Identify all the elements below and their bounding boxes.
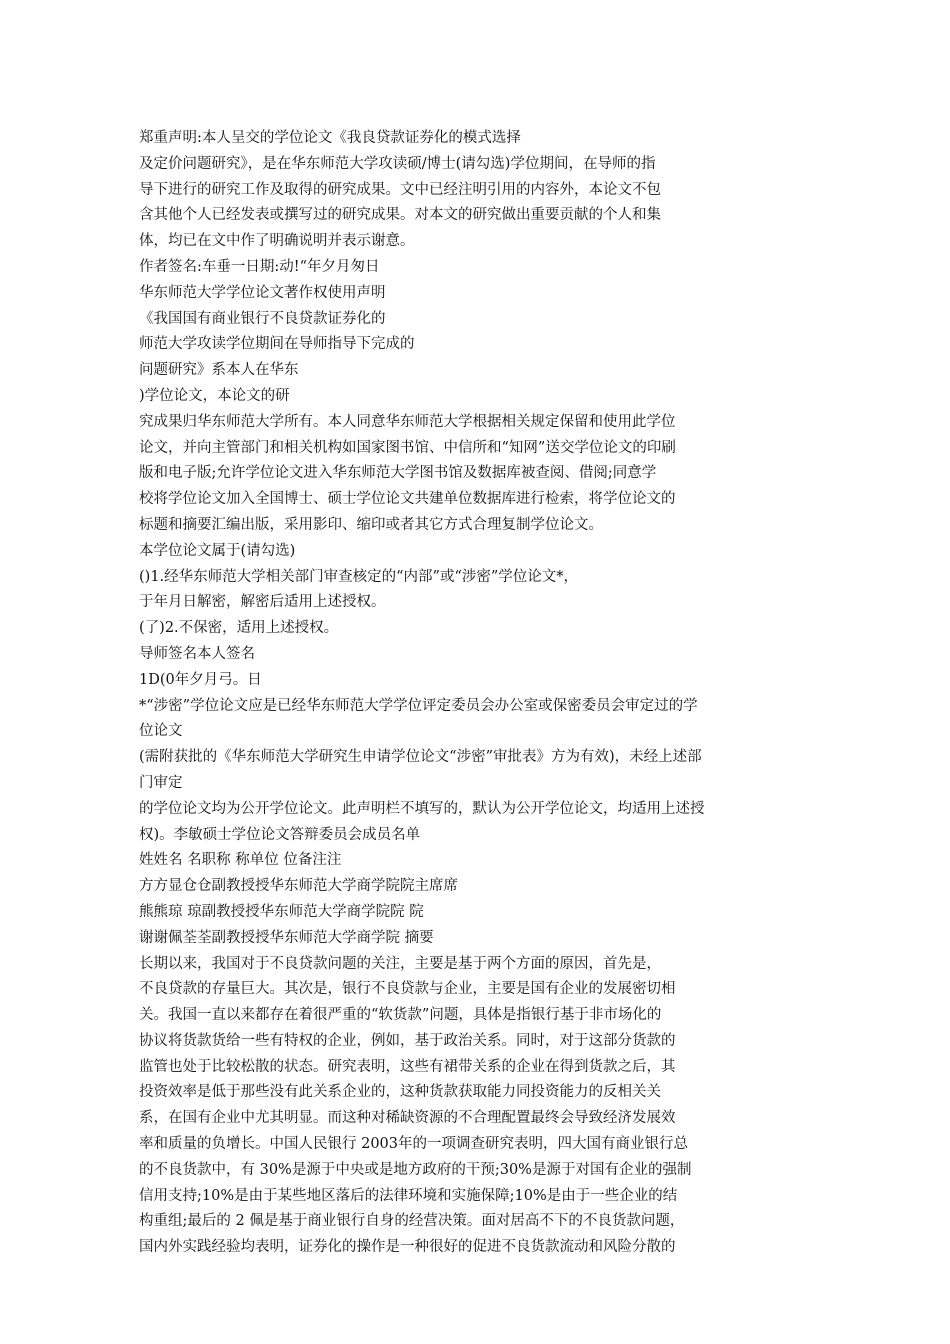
text-line-7: 华东师范大学学位论文著作权使用声明 [139,284,386,301]
text-line-23: *“涉密”学位论文应是已经华东师范大学学位评定委员会办公室或保密委员会审定过的学 [139,697,698,714]
text-line-3: 导下进行的研究工作及取得的研究成果。文中已经注明引用的内容外，本论文不包 [139,181,661,198]
text-line-14: 版和电子版;允许学位论文进入华东师范大学图书馆及数据库被查阅、借阅;同意学 [139,465,657,482]
text-line-8: 《我国国有商业银行不良贷款证券化的 [139,310,386,327]
text-line-6: 作者签名:车垂一日期:动!“年夕月匆日 [139,258,380,275]
text-line-32: 谢谢佩荃荃副教授授华东师范大学商学院 摘要 [139,929,434,946]
text-line-39: 系，在国有企业中尤其明显。而这种对稀缺资源的不合理配置最终会导致经济发展效 [139,1110,676,1127]
text-line-18: ()1.经华东师范大学相关部门审查核定的“内部”或“涉密”学位论文*， [139,568,579,585]
text-line-4: 含其他个人已经发表或撰写过的研究成果。对本文的研究做出重要贡献的个人和集 [139,207,661,224]
text-line-15: 校将学位论文加入全国博士、硕士学位论文共建单位数据库进行检索，将学位论文的 [139,491,676,508]
text-line-40: 率和质量的负增长。中国人民银行 2003年的一项调查研究表明，四大国有商业银行总 [139,1136,689,1153]
text-line-44: 国内外实践经验均表明，证券化的操作是一种很好的促进不良货款流动和风险分散的 [139,1239,676,1256]
text-line-11: )学位论文，本论文的研 [139,387,290,404]
text-line-10: 问题研究》系本人在华东 [139,362,299,379]
text-line-36: 协议将货款货给一些有特权的企业，例如，基于政治关系。同时，对于这部分货款的 [139,1032,676,1049]
text-line-41: 的不良货款中，有 30%是源于中央或是地方政府的干预;30%是源于对国有企业的强制 [139,1161,692,1178]
text-line-5: 体，均已在文中作了明确说明并表示谢意。 [139,233,415,250]
text-line-43: 构重组;最后的 2 佩是基于商业银行自身的经营决策。面对居高不下的不良货款问题， [139,1213,685,1230]
text-line-27: 的学位论文均为公开学位论文。此声明栏不填写的，默认为公开学位论文，均适用上述授 [139,800,705,817]
text-line-38: 投资效率是低于那些没有此关系企业的，这种货款获取能力同投资能力的反相关关 [139,1084,661,1101]
text-line-42: 信用支持;10%是由于某些地区落后的法律环境和实施保障;10%是由于一些企业的结 [139,1187,678,1204]
text-line-2: 及定价问题研究》，是在华东师范大学攻读硕/博士(请勾选)学位期间，在导师的指 [139,155,656,172]
text-line-28: 权)。李敏硕士学位论文答辩委员会成员名单 [139,826,421,843]
text-line-16: 标题和摘要汇编出版，采用影印、缩印或者其它方式合理复制学位论文。 [139,516,603,533]
text-line-30: 方方显仓仓副教授授华东师范大学商学院院主席席 [139,878,458,895]
text-line-20: (了)2.不保密，适用上述授权。 [139,620,339,637]
text-line-35: 关。我国一直以来都存在着很严重的“软货款”问题，具体是指银行基于非市场化的 [139,1007,662,1024]
text-line-24: 位论文 [139,723,183,740]
text-line-17: 本学位论文属于(请勾选) [139,542,296,559]
text-line-34: 不良贷款的存量巨大。其次是，银行不良贷款与企业，主要是国有企业的发展密切相 [139,981,676,998]
text-line-37: 监管也处于比较松散的状态。研究表明，这些有裙带关系的企业在得到货款之后，其 [139,1058,676,1075]
text-line-22: 1D(0年夕月弓。日 [139,671,262,688]
text-line-25: (需附获批的《华东师范大学研究生申请学位论文“涉密”审批表》方为有效)，未经上述部 [139,749,702,766]
text-line-33: 长期以来，我国对于不良贷款问题的关注，主要是基于两个方面的原因，首先是， [139,955,661,972]
text-line-12: 究成果归华东师范大学所有。本人同意华东师范大学根据相关规定保留和使用此学位 [139,413,676,430]
document-body [139,126,819,1261]
text-line-1: 郑重声明:本人呈交的学位论文《我良贷款证券化的模式选择 [139,130,521,146]
text-line-29: 姓姓名 名职称 称单位 位备注注 [139,852,342,869]
text-line-26: 门审定 [139,774,183,791]
text-line-19: 于年月日解密，解密后适用上述授权。 [139,594,386,611]
text-line-13: 论文，并向主管部门和相关机构如国家图书馆、中信所和“知网”送交学位论文的印刷 [139,439,676,456]
text-line-9: 师范大学攻读学位期间在导师指导下完成的 [139,336,415,353]
text-line-21: 导师签名本人签名 [139,645,255,662]
text-line-31: 熊熊琼 琼副教授授华东师范大学商学院院 院 [139,903,424,920]
